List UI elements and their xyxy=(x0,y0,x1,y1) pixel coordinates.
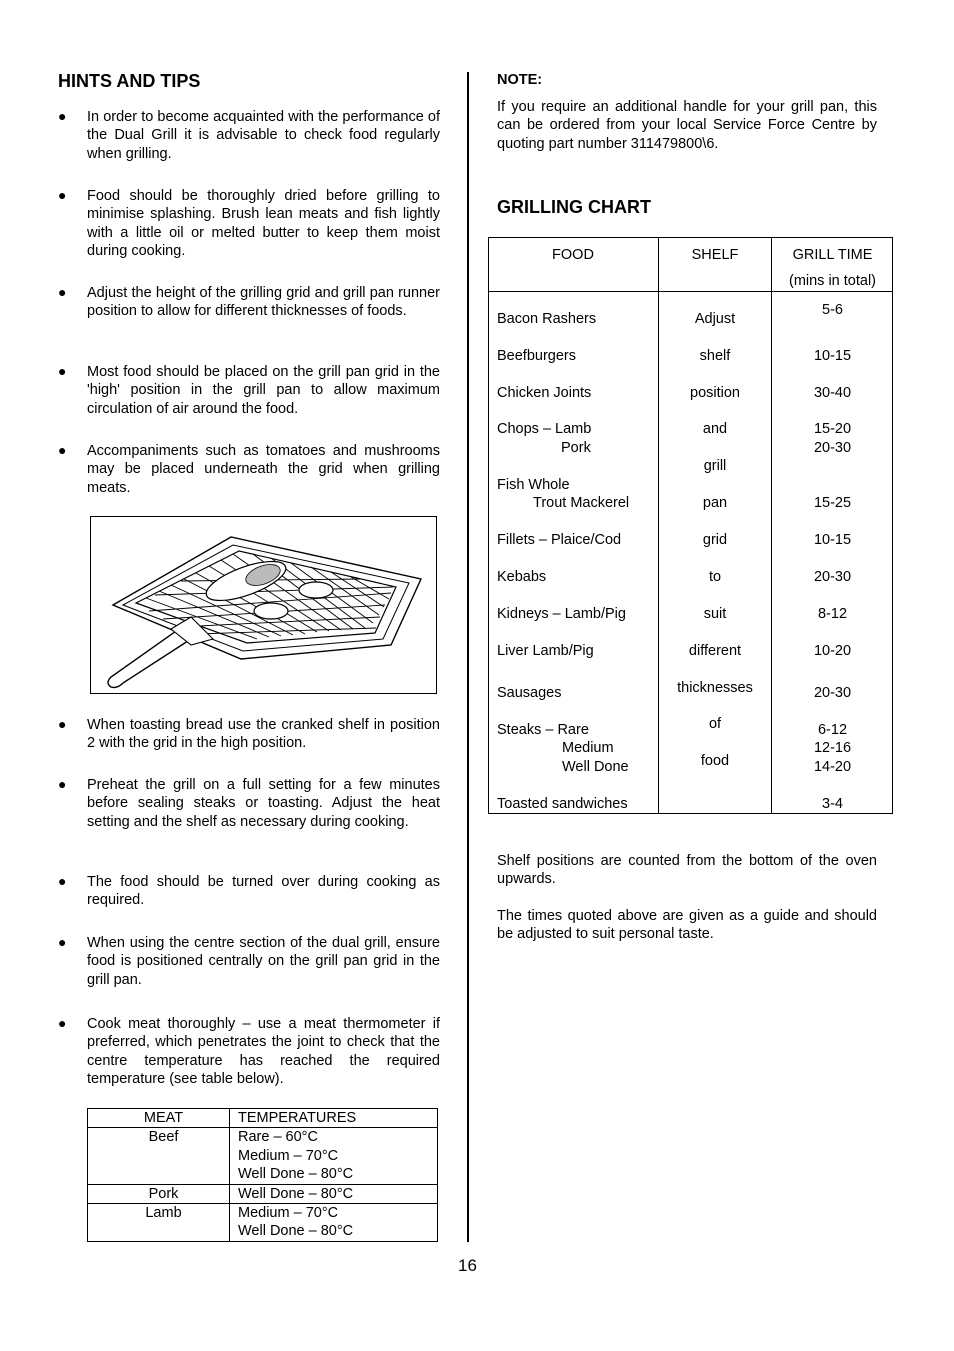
time-chops-pork: 20-30 xyxy=(813,440,852,456)
table-row xyxy=(88,1184,438,1203)
shelf-word: of xyxy=(708,716,722,732)
time-chicken: 30-40 xyxy=(813,385,852,401)
time-steaks-medium: 12-16 xyxy=(813,740,852,756)
time-steaks-well: 14-20 xyxy=(813,759,852,775)
bullet-icon: ● xyxy=(58,284,67,300)
temp-line: Well Done – 80°C xyxy=(238,1223,354,1240)
bullet-icon: ● xyxy=(58,363,67,379)
food-chicken: Chicken Joints xyxy=(497,385,592,401)
tip-text: Accompaniments such as tomatoes and mushrooms may be placed underneath the grid when grilling meats. xyxy=(87,443,440,496)
shelf-note: Shelf positions are counted from the bottom of the oven upwards. xyxy=(497,853,877,888)
tip-6 xyxy=(58,716,440,753)
food-fillets: Fillets – Plaice/Cod xyxy=(497,532,622,548)
temp-line: Medium – 70°C xyxy=(238,1147,339,1164)
temp-line: Well Done – 80°C xyxy=(238,1166,354,1183)
bullet-icon: ● xyxy=(58,776,67,792)
meat-cell: Beef xyxy=(88,1128,230,1184)
time-beefburgers: 10-15 xyxy=(813,348,852,364)
bullet-icon: ● xyxy=(58,108,67,124)
food-steaks-medium: Medium xyxy=(562,740,614,756)
time-kidneys: 8-12 xyxy=(817,606,848,622)
shelf-word: Adjust xyxy=(694,311,736,327)
tip-4 xyxy=(58,363,440,418)
time-bacon: 5-6 xyxy=(822,302,843,318)
food-steaks-rare: Steaks – Rare xyxy=(497,722,589,738)
time-chops-lamb: 15-20 xyxy=(813,421,852,437)
food-beefburgers: Beefburgers xyxy=(497,348,576,364)
food-fish-whole: Fish Whole xyxy=(497,477,570,493)
food-chops-lamb: Chops – Lamb xyxy=(497,421,592,437)
table-header-row xyxy=(88,1109,438,1128)
header-grill-time-sub: (mins in total) xyxy=(788,273,877,289)
shelf-word: pan xyxy=(702,495,728,511)
bullet-icon: ● xyxy=(58,187,67,203)
time-fish: 15-25 xyxy=(813,495,852,511)
bullet-icon: ● xyxy=(58,934,67,950)
food-toasted: Toasted sandwiches xyxy=(497,796,628,812)
times-note: The times quoted above are given as a guide and should be adjusted to suit personal taste. xyxy=(497,908,877,943)
note-text: If you require an additional handle for your grill pan, this can be ordered from your local Service Force Centre by quoting part number 311479800\6. xyxy=(497,99,877,152)
food-kebabs: Kebabs xyxy=(497,569,547,585)
time-steaks-rare: 6-12 xyxy=(817,722,848,738)
tip-5 xyxy=(58,442,440,497)
tip-text: Most food should be placed on the grill pan grid in the 'high' position in the grill pan to allow maximum circulation of air around the food. xyxy=(87,364,440,417)
bullet-icon: ● xyxy=(58,1015,67,1031)
shelf-word: thicknesses xyxy=(677,680,753,696)
time-toasted: 3-4 xyxy=(822,796,843,812)
table-row xyxy=(88,1128,438,1184)
tip-text: In order to become acquainted with the performance of the Dual Grill it is advisable to check food regularly when grilling. xyxy=(87,109,440,162)
food-liver: Liver Lamb/Pig xyxy=(497,643,594,659)
meat-cell: Pork xyxy=(88,1184,230,1203)
tip-text: When toasting bread use the cranked shelf in position 2 with the grid in the high position. xyxy=(87,717,440,752)
note-title: NOTE: xyxy=(497,72,543,88)
meat-temperature-table xyxy=(87,1108,438,1242)
food-steaks-well: Well Done xyxy=(562,759,629,775)
time-fillets: 10-15 xyxy=(813,532,852,548)
shelf-word: position xyxy=(690,385,740,401)
tip-10 xyxy=(58,1015,440,1089)
tip-7 xyxy=(58,776,440,831)
bullet-icon: ● xyxy=(58,716,67,732)
grilling-chart-heading: GRILLING CHART xyxy=(497,197,651,217)
food-bacon: Bacon Rashers xyxy=(497,311,597,327)
hints-heading: HINTS AND TIPS xyxy=(58,71,201,91)
tip-text: Cook meat thoroughly – use a meat thermometer if preferred, which penetrates the joint to check that the centre temperature has reached the required temperature (see table below). xyxy=(87,1016,440,1088)
tip-text: When using the centre section of the dual grill, ensure food is positioned centrally on the grill pan grid in the grill pan. xyxy=(87,935,440,988)
time-sausages: 20-30 xyxy=(813,685,852,701)
tip-1 xyxy=(58,108,440,163)
shelf-word: different xyxy=(688,643,742,659)
tip-text: The food should be turned over during cooking as required. xyxy=(87,874,440,909)
food-chops-pork: Pork xyxy=(561,440,591,456)
meat-cell: Lamb xyxy=(88,1204,230,1242)
column-divider xyxy=(467,72,469,1242)
shelf-word: food xyxy=(700,753,730,769)
food-sausages: Sausages xyxy=(497,685,562,701)
tip-text: Adjust the height of the grilling grid and grill pan runner position to allow for different thicknesses of foods. xyxy=(87,285,440,320)
header-shelf: SHELF xyxy=(691,247,739,263)
bullet-icon: ● xyxy=(58,442,67,458)
header-meat: MEAT xyxy=(88,1109,230,1128)
shelf-word: shelf xyxy=(699,348,731,364)
bullet-icon: ● xyxy=(58,873,67,889)
header-temperatures: TEMPERATURES xyxy=(230,1109,438,1128)
table-row xyxy=(88,1204,438,1242)
temp-line: Medium – 70°C xyxy=(238,1205,339,1222)
shelf-word: and xyxy=(702,421,728,437)
tip-3 xyxy=(58,284,440,321)
tip-text: Preheat the grill on a full setting for a few minutes before sealing steaks or toasting. Adjust the heat setting and the shelf as necessary during cooking. xyxy=(87,777,440,830)
shelf-word: grid xyxy=(702,532,728,548)
temps-cell xyxy=(230,1204,438,1242)
shelf-word: to xyxy=(708,569,722,585)
temps-cell xyxy=(230,1128,438,1184)
grilling-chart-table xyxy=(488,237,893,814)
page-number: 16 xyxy=(458,1256,477,1275)
header-food: FOOD xyxy=(552,247,594,263)
shelf-word: suit xyxy=(703,606,727,622)
grill-pan-icon xyxy=(91,517,436,693)
temp-line: Rare – 60°C xyxy=(238,1129,318,1146)
time-kebabs: 20-30 xyxy=(813,569,852,585)
food-kidneys: Kidneys – Lamb/Pig xyxy=(497,606,626,622)
food-fish-trout: Trout Mackerel xyxy=(533,495,630,511)
shelf-word: grill xyxy=(703,458,727,474)
header-divider xyxy=(488,291,893,292)
tip-text: Food should be thoroughly dried before grilling to minimise splashing. Brush lean meats and fish lightly with a little oil or melted butter to keep them moist during cooking. xyxy=(87,188,440,260)
tip-9 xyxy=(58,934,440,989)
tip-8 xyxy=(58,873,440,910)
grill-pan-illustration xyxy=(90,516,437,694)
tip-2 xyxy=(58,187,440,261)
temps-cell xyxy=(230,1184,438,1203)
time-liver: 10-20 xyxy=(813,643,852,659)
temp-line: Well Done – 80°C xyxy=(238,1185,354,1202)
header-grill-time: GRILL TIME xyxy=(792,247,873,263)
